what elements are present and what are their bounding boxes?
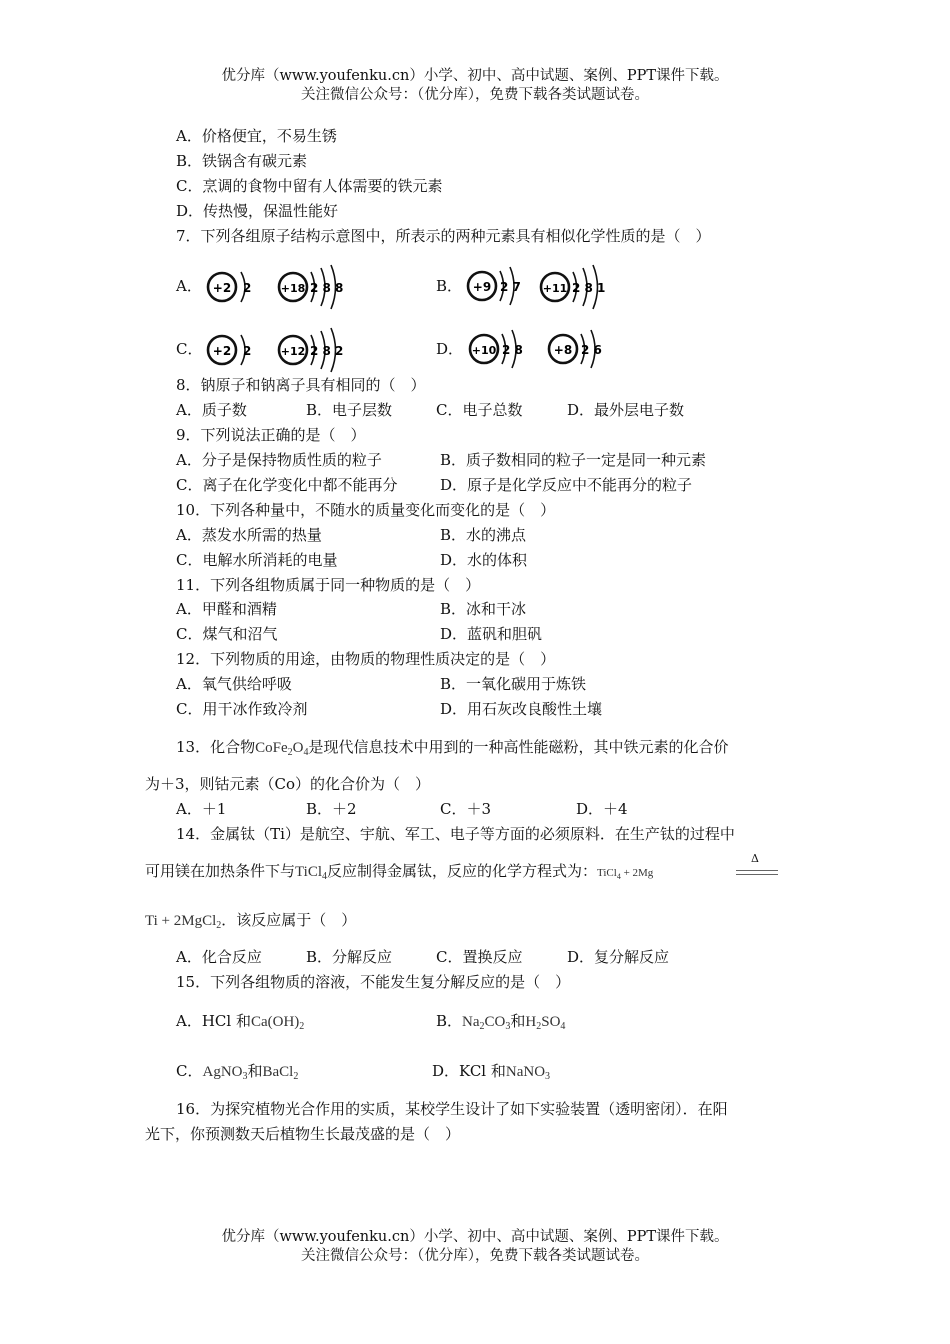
atom-b1-nucleus: +9 [472, 280, 492, 294]
q8-stem: 8．钠原子和钠离子具有相同的（ ） [176, 376, 426, 394]
q7-label-b: B． [436, 277, 463, 295]
q14-option-a: A．化合反应 [176, 948, 262, 966]
atom-diagram-b1 [465, 263, 535, 309]
q12-option-b: B．一氧化碳用于炼铁 [440, 675, 587, 693]
q10-stem: 10．下列各种量中，不随水的质量变化而变化的是（ ） [176, 501, 556, 519]
atom-c1-shells: 2 [243, 344, 252, 358]
q15-option-a: A．HCl 和$Ca(OH)_2$ [176, 1012, 305, 1032]
q13-stem-line-2: 为＋3，则钴元素（Co）的化合价为（ ） [145, 775, 431, 793]
q14-stem-line-3: Ti + 2MgCl$_2$．该反应属于（ ） [145, 911, 357, 931]
q14-delta-sign: Δ [751, 852, 759, 865]
q6-option-c: C．烹调的食物中留有人体需要的铁元素 [176, 177, 443, 195]
q10-option-d: D．水的体积 [440, 551, 528, 569]
atom-a2-nucleus: +18 [280, 282, 306, 295]
q11-option-b: B．冰和干冰 [440, 600, 527, 618]
q12-option-a: A．氧气供给呼吸 [176, 675, 292, 693]
atom-d2-shells: 2 6 [581, 343, 602, 357]
q14-reaction-arrow [736, 870, 778, 875]
atom-c1-nucleus: +2 [212, 344, 232, 358]
atom-b2-shells: 2 8 1 [572, 281, 606, 295]
header-line-2: 关注微信公众号：（优分库），免费下载各类试题试卷。 [301, 87, 649, 103]
q10-option-b: B．水的沸点 [440, 526, 527, 544]
q11-option-c: C．煤气和沼气 [176, 625, 278, 643]
q15-option-c: C．AgNO$_3$和BaCl$_2$ [176, 1062, 299, 1082]
header-line-1: 优分库（www.youfenku.cn）小学、初中、高中试题、案例、PPT课件下载。 [221, 68, 729, 84]
atom-diagram-a2 [276, 262, 356, 310]
q13-option-c: C．＋3 [440, 800, 492, 818]
atom-d2-nucleus: +8 [553, 343, 573, 357]
q8-option-b: B．电子层数 [306, 401, 393, 419]
q8-option-d: D．最外层电子数 [567, 401, 685, 419]
q13-option-d: D．＋4 [576, 800, 628, 818]
q8-option-a: A．质子数 [176, 401, 247, 419]
atom-d1-shells: 2 8 [502, 343, 523, 357]
q14-equation-left: TiCl$_4$ + 2Mg [597, 867, 654, 881]
q14-option-c: C．置换反应 [436, 948, 523, 966]
atom-a1-shells: 2 [243, 281, 252, 295]
q14-stem-line-1: 14．金属钛（Ti）是航空、宇航、军工、电子等方面的必须原料．在生产钛的过程中 [176, 825, 735, 843]
q13-prefix: 13．化合物 [176, 738, 256, 756]
q6-option-a: A．价格便宜，不易生锈 [176, 127, 337, 145]
atom-b2-nucleus: +11 [542, 282, 568, 295]
q9-option-d: D．原子是化学反应中不能再分的粒子 [440, 476, 693, 494]
q14-stem-line-2: 可用镁在加热条件下与TiCl$_4$反应制得金属钛，反应的化学方程式为：TiCl$_4$ + 2Mg [145, 862, 654, 882]
atom-diagram-b2 [538, 262, 618, 310]
q14-option-d: D．复分解反应 [567, 948, 670, 966]
atom-a1-nucleus: +2 [212, 281, 232, 295]
q7-label-a: A． [176, 277, 202, 295]
q13-suffix: 是现代信息技术中用到的一种高性能磁粉，其中铁元素的化合价 [308, 738, 729, 756]
atom-c2-shells: 2 8 2 [310, 344, 344, 358]
q14-equation-right: Ti + 2MgCl$_2$ [145, 913, 222, 931]
q13-option-b: B．＋2 [306, 800, 357, 818]
q15-stem: 15．下列各组物质的溶液，不能发生复分解反应的是（ ） [176, 973, 571, 991]
atom-d1-nucleus: +10 [471, 344, 497, 357]
atom-diagram-a1 [205, 265, 265, 309]
atom-diagram-d1 [467, 326, 537, 372]
atom-diagram-d2 [546, 326, 616, 372]
footer-line-2: 关注微信公众号：（优分库），免费下载各类试题试卷。 [301, 1248, 649, 1264]
q9-option-a: A．分子是保持物质性质的粒子 [176, 451, 382, 469]
q14-ticl4: TiCl$_4$ [295, 864, 327, 882]
q14-option-b: B．分解反应 [306, 948, 393, 966]
q12-stem: 12．下列物质的用途，由物质的物理性质决定的是（ ） [176, 650, 556, 668]
q6-option-b: B．铁锅含有碳元素 [176, 152, 308, 170]
atom-diagram-c1 [205, 328, 265, 372]
q16-stem-line-1: 16．为探究植物光合作用的实质，某校学生设计了如下实验装置（透明密闭）．在阳 [176, 1100, 728, 1118]
q10-option-a: A．蒸发水所需的热量 [176, 526, 322, 544]
q7-stem: 7．下列各组原子结构示意图中，所表示的两种元素具有相似化学性质的是（ ） [176, 227, 711, 245]
q15-option-b: B．$Na_2CO_3$和$H_2SO_4$ [436, 1012, 566, 1032]
atom-b1-shells: 2 7 [500, 280, 521, 294]
q7-label-c: C． [176, 340, 203, 358]
q11-stem: 11．下列各组物质属于同一种物质的是（ ） [176, 576, 481, 594]
q9-stem: 9．下列说法正确的是（ ） [176, 426, 366, 444]
q8-option-c: C．电子总数 [436, 401, 523, 419]
q9-option-b: B．质子数相同的粒子一定是同一种元素 [440, 451, 707, 469]
q11-option-a: A．甲醛和酒精 [176, 600, 277, 618]
q7-label-d: D． [436, 340, 464, 358]
atom-c2-nucleus: +12 [280, 345, 306, 358]
q12-option-d: D．用石灰改良酸性土壤 [440, 700, 603, 718]
q10-option-c: C．电解水所消耗的电量 [176, 551, 338, 569]
atom-a2-shells: 2 8 8 [310, 281, 344, 295]
q12-option-c: C．用干冰作致冷剂 [176, 700, 308, 718]
q11-option-d: D．蓝矾和胆矾 [440, 625, 543, 643]
atom-diagram-c2 [276, 325, 356, 373]
q16-stem-line-2: 光下，你预测数天后植物生长最茂盛的是（ ） [145, 1125, 461, 1143]
q13-option-a: A．＋1 [176, 800, 227, 818]
footer-line-1: 优分库（www.youfenku.cn）小学、初中、高中试题、案例、PPT课件下载。 [221, 1229, 729, 1245]
q15-option-d: D．KCl 和NaNO$_3$ [432, 1062, 551, 1082]
q9-option-c: C．离子在化学变化中都不能再分 [176, 476, 398, 494]
q6-option-d: D．传热慢，保温性能好 [176, 202, 339, 220]
q13-formula: $CoFe_2O_4$ [255, 740, 309, 758]
q13-stem-line-1 [176, 737, 728, 763]
